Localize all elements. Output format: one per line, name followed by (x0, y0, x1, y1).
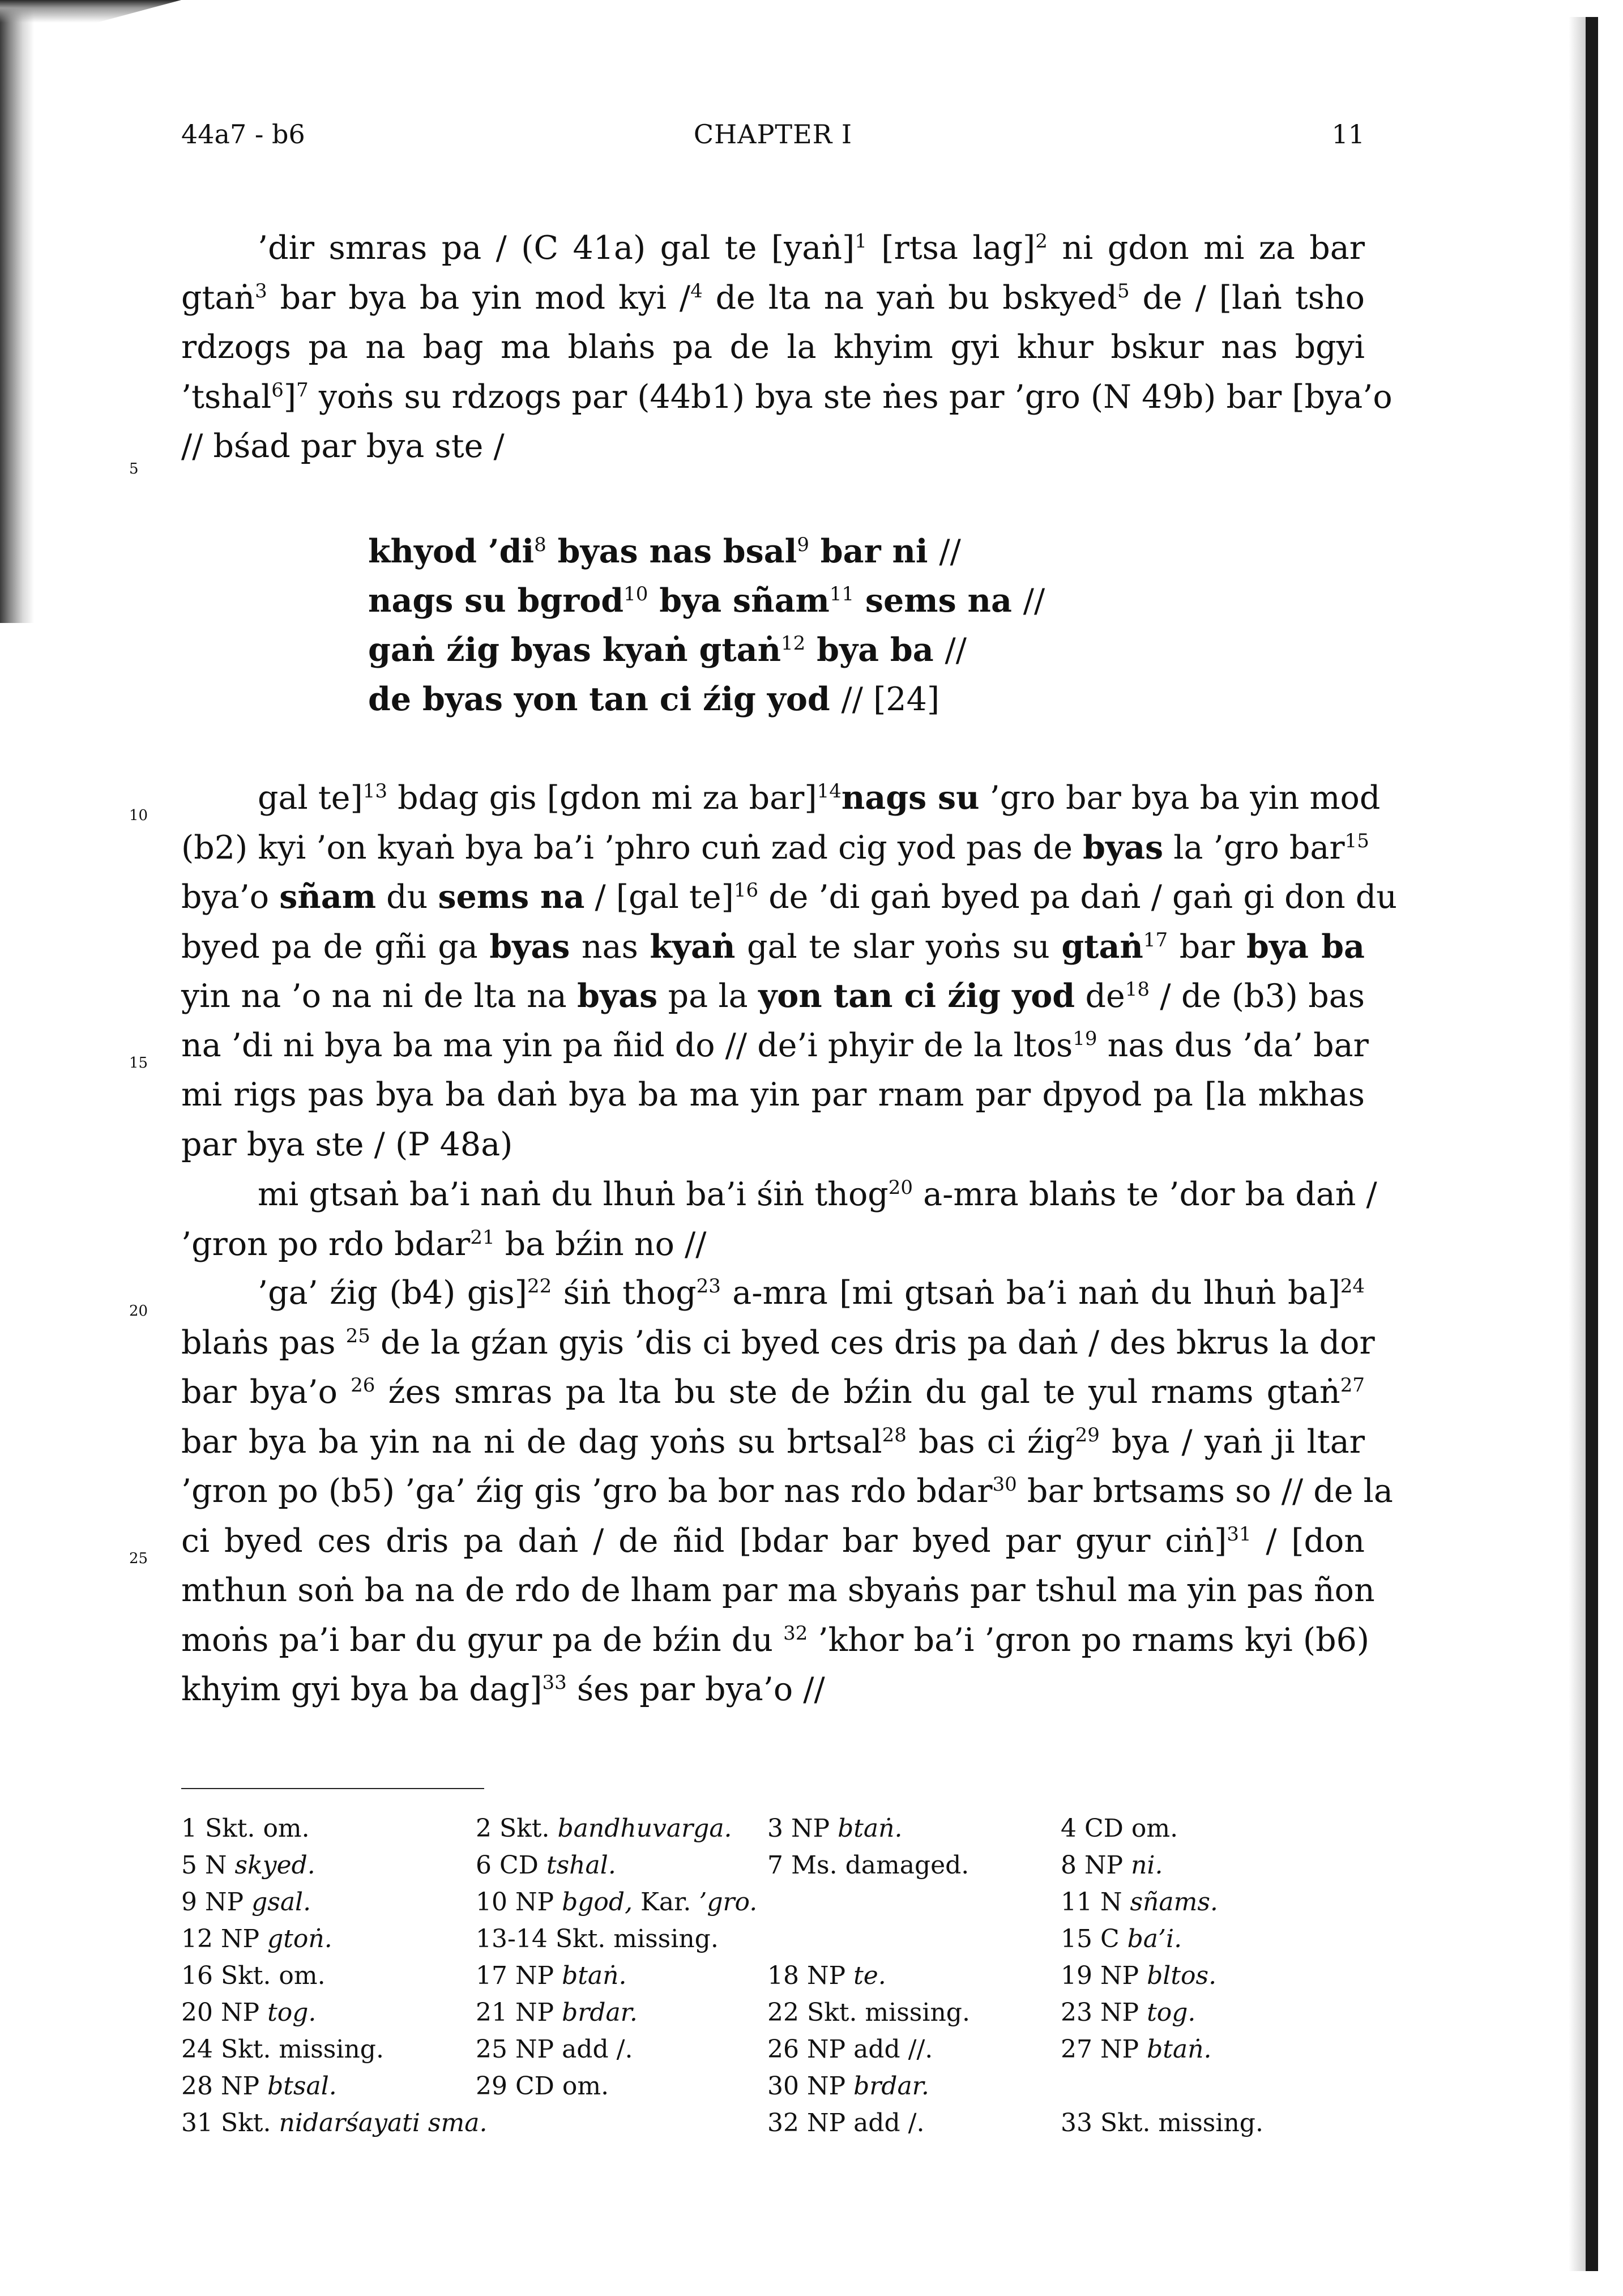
text-run: gtaṅ (181, 279, 255, 317)
text-run: bar brtsams so // de la (1016, 1473, 1393, 1510)
lemma-bold: de byas yon tan ci źig yod (368, 680, 842, 718)
text-run: // (939, 533, 961, 570)
lemma-bold: nags su bgrod (368, 582, 624, 620)
text-run: 9 NP (181, 1888, 252, 1917)
text-run: bya / yaṅ ji ltar (1099, 1423, 1365, 1461)
line-number-15: 15 (129, 1055, 148, 1072)
lemma-bold: bar ni (809, 532, 939, 570)
text-run: mi gtsaṅ ba’i naṅ du lhuṅ ba’i śiṅ thog (258, 1176, 889, 1213)
text-line (181, 1671, 825, 1719)
footnote-marker: 21 (470, 1226, 495, 1249)
footnote-marker: 22 (527, 1275, 552, 1298)
footnote-entry (476, 1851, 616, 1880)
lemma-bold: kyaṅ (650, 927, 736, 966)
text-run: yoṅs su rdzogs par (44b1) bya ste ṅes par ’gro (N 49b) bar [bya’o (308, 378, 1393, 416)
text-run: / [gal te] (584, 878, 734, 916)
footnote-entry (181, 1888, 311, 1917)
footnote-marker: 13 (362, 780, 387, 803)
footnote-entry (476, 2035, 633, 2064)
footnote-marker: 27 (1340, 1374, 1365, 1397)
footnote-entry (181, 1814, 310, 1843)
verse-line (368, 680, 939, 729)
text-run: 10 NP (476, 1888, 562, 1917)
footnote-entry (181, 1998, 316, 2027)
variant-italic: nidarśayati sma. (279, 2109, 488, 2137)
text-run: / de (b3) bas (1150, 978, 1365, 1015)
footnote-entry (767, 2072, 929, 2101)
footnote-marker: 15 (1344, 829, 1369, 852)
text-run: Kar. (633, 1888, 699, 1917)
text-run: 18 NP (767, 1961, 854, 1990)
variant-italic: brdar. (853, 2072, 929, 2101)
variant-italic: ’gro. (699, 1888, 758, 1917)
footnote-entry (476, 1998, 638, 2027)
text-line (181, 229, 1365, 278)
footnote-marker: 11 (829, 583, 855, 605)
footnote-entry (767, 1961, 886, 1990)
footnote-marker: 8 (534, 534, 546, 556)
text-run: 13-14 Skt. missing. (476, 1924, 719, 1953)
footnote-entry (767, 1998, 970, 2027)
footnote-entry (767, 2035, 933, 2064)
footnote-marker: 16 (733, 879, 759, 902)
text-run: bar (1168, 928, 1246, 966)
text-run: 8 NP (1061, 1851, 1131, 1880)
text-run: // [24] (841, 681, 940, 718)
text-run: 32 NP add /. (767, 2109, 925, 2137)
text-run: a-mra blaṅs te ’dor ba daṅ / (913, 1176, 1377, 1213)
variant-italic: gtoṅ. (267, 1924, 332, 1953)
footnote-entry (476, 1814, 732, 1843)
text-run: 5 N (181, 1851, 235, 1880)
footnote-marker: 30 (992, 1473, 1017, 1496)
text-run: ’khor ba’i ’gron po rnams kyi (b6) (808, 1621, 1370, 1659)
text-run: la ’gro bar (1163, 829, 1345, 867)
text-run: mthun soṅ ba na de rdo de lham par ma sbyaṅs par tshul ma yin pas ñon (181, 1572, 1375, 1609)
footnote-marker: 20 (888, 1176, 913, 1199)
variant-italic: btsal. (267, 2072, 337, 2101)
text-run: ’gron po rdo bdar (181, 1225, 471, 1263)
footnote-entry (181, 2035, 384, 2064)
text-run: 26 NP add //. (767, 2035, 933, 2064)
text-run: 33 Skt. missing. (1061, 2109, 1263, 2137)
footnote-marker: 23 (696, 1275, 721, 1298)
footnote-marker: 24 (1340, 1275, 1365, 1298)
text-run: 19 NP (1061, 1961, 1147, 1990)
footnote-marker: 2 (1035, 230, 1048, 253)
footnote-entry (181, 1851, 315, 1880)
text-run: bas ci źig (906, 1423, 1075, 1461)
line-number-20: 20 (129, 1303, 148, 1320)
text-run: bar bya ba yin mod kyi / (267, 279, 691, 317)
variant-italic: ba’i. (1127, 1924, 1182, 1953)
footnote-marker: 14 (817, 780, 842, 803)
footnote-marker: 5 (1117, 279, 1130, 302)
text-run: (b2) kyi ’on kyaṅ bya ba’i ’phro cuṅ zad cig yod pas de (181, 829, 1083, 867)
text-run: rdzogs pa na bag ma blaṅs pa de la khyim gyi khur bskur nas bgyi (181, 328, 1365, 366)
text-run: moṅs pa’i bar du gyur pa de bźin du (181, 1621, 784, 1659)
lemma-bold: nags su (841, 779, 980, 817)
page-number: 11 (1331, 119, 1365, 150)
text-run: par bya ste / (P 48a) (181, 1125, 513, 1163)
lemma-bold: bya sñam (648, 582, 830, 620)
folio-reference: 44a7 - b6 (181, 119, 305, 150)
text-run: pa la (657, 978, 759, 1015)
text-run: ’ga’ źig (b4) gis] (258, 1274, 528, 1312)
footnote-marker: 25 (345, 1324, 370, 1347)
line-number-10: 10 (129, 807, 148, 824)
text-run: 27 NP (1061, 2035, 1147, 2064)
text-run: 4 CD om. (1061, 1814, 1178, 1843)
lemma-bold: sems na (854, 582, 1023, 620)
text-run: 7 Ms. damaged. (767, 1851, 969, 1880)
scan-shadow-left (0, 0, 34, 623)
footnote-rule (181, 1788, 484, 1789)
line-number-25: 25 (129, 1550, 148, 1567)
text-run: 22 Skt. missing. (767, 1998, 970, 2027)
footnote-entry (1061, 1961, 1216, 1990)
footnote-entry (476, 1961, 626, 1990)
text-line (181, 977, 1365, 1026)
text-run: bar bya’o (181, 1373, 351, 1411)
text-run: 25 NP add /. (476, 2035, 633, 2064)
text-run: 28 NP (181, 2072, 268, 2101)
text-run: bya’o (181, 878, 280, 916)
footnote-entry (1061, 2109, 1263, 2137)
text-line (181, 1324, 1375, 1373)
text-run: źes smras pa lta bu ste de bźin du gal te yul rnams gtaṅ (375, 1373, 1340, 1411)
text-line (181, 1522, 1365, 1571)
text-run: gal te] (258, 779, 363, 817)
text-run: 3 NP (767, 1814, 838, 1843)
text-line (181, 1026, 1369, 1076)
text-run: ’gron po (b5) ’ga’ źig gis ’gro ba bor nas rdo bdar (181, 1473, 993, 1510)
footnote-marker: 17 (1143, 928, 1168, 951)
text-run: de la gźan gyis ’dis ci byed ces dris pa daṅ / des bkrus la dor (370, 1324, 1375, 1362)
text-run: 12 NP (181, 1924, 268, 1953)
footnote-marker: 1 (855, 230, 867, 253)
text-run: // (1023, 582, 1045, 620)
text-run: de / [laṅ tsho (1129, 279, 1365, 317)
text-run: mi rigs pas bya ba daṅ bya ba ma yin par rnam par dpyod pa [la mkhas (181, 1076, 1365, 1113)
footnote-marker: 31 (1227, 1522, 1252, 1546)
scan-edge-right (1586, 17, 1598, 2271)
text-run: de ’di gaṅ byed pa daṅ / gaṅ gi don du (758, 878, 1397, 916)
text-line (181, 878, 1397, 927)
footnote-entry (476, 1888, 757, 1917)
footnote-entry (1061, 1851, 1163, 1880)
lemma-bold: byas nas bsal (546, 532, 797, 570)
text-line (181, 428, 505, 476)
text-line (181, 378, 1393, 427)
footnote-marker: 3 (255, 279, 267, 302)
text-line (181, 779, 1381, 827)
text-line (181, 1373, 1365, 1422)
text-run: ] (283, 378, 297, 416)
variant-italic: bgod, (562, 1888, 633, 1917)
variant-italic: btaṅ. (838, 1814, 903, 1843)
text-run: nas dus ’da’ bar (1097, 1026, 1369, 1064)
lemma-bold: bya ba (1246, 927, 1365, 966)
text-run: 31 Skt. (181, 2109, 279, 2137)
text-run: 15 C (1061, 1924, 1127, 1953)
text-run: du (376, 878, 438, 916)
footnote-entry (1061, 1924, 1182, 1953)
footnote-entry (767, 1814, 902, 1843)
variant-italic: btaṅ. (562, 1961, 627, 1990)
lemma-bold: byas (489, 927, 570, 966)
text-line (181, 1621, 1370, 1670)
text-run: ci byed ces dris pa daṅ / de ñid [bdar bar byed par gyur ciṅ] (181, 1522, 1227, 1560)
verse-line (368, 631, 967, 680)
lemma-bold: gtaṅ (1061, 927, 1143, 966)
text-run: yin na ’o na ni de lta na (181, 978, 578, 1015)
footnote-marker: 7 (296, 378, 309, 402)
footnote-marker: 10 (623, 583, 648, 605)
text-run: bar bya ba yin na ni de dag yoṅs su brtsal (181, 1423, 882, 1461)
footnote-entry (181, 1961, 326, 1990)
footnote-marker: 9 (797, 534, 809, 556)
text-line (181, 1572, 1375, 1620)
footnote-entry (1061, 1888, 1218, 1917)
footnote-marker: 33 (542, 1671, 567, 1694)
lemma-bold: bya ba (805, 631, 945, 669)
text-run: na ’di ni bya ba ma yin pa ñid do // de’i phyir de la ltos (181, 1026, 1073, 1064)
text-run: 20 NP (181, 1998, 268, 2027)
lemma-bold: gaṅ źig byas kyaṅ gtaṅ (368, 631, 781, 669)
lemma-bold: sems na (438, 878, 585, 916)
variant-italic: bandhuvarga. (557, 1814, 732, 1843)
text-run: khyim gyi bya ba dag] (181, 1671, 543, 1708)
scan-shadow-corner (0, 0, 181, 34)
text-run: // bśad par bya ste / (181, 428, 505, 465)
footnote-entry (767, 1851, 969, 1880)
text-run: 24 Skt. missing. (181, 2035, 384, 2064)
text-run: ’dir smras pa / (C 41a) gal te [yaṅ] (258, 229, 855, 267)
lemma-bold: byas (577, 977, 658, 1015)
line-number-5: 5 (129, 460, 139, 477)
text-run: nas (570, 928, 650, 966)
footnote-marker: 18 (1125, 978, 1150, 1001)
variant-italic: skyed. (234, 1851, 315, 1880)
text-run: // (945, 631, 967, 669)
text-run: 30 NP (767, 2072, 854, 2101)
footnote-entry (767, 2109, 924, 2137)
verse-line (368, 582, 1045, 630)
text-line (181, 279, 1365, 328)
text-line (181, 1126, 512, 1175)
footnote-entry (181, 2072, 337, 2101)
text-line (181, 1176, 1377, 1224)
lemma-bold: yon tan ci źig yod (758, 977, 1075, 1015)
chapter-title: CHAPTER I (693, 119, 853, 150)
running-header (181, 119, 1365, 153)
footnote-marker: 28 (882, 1423, 907, 1446)
variant-italic: brdar. (562, 1998, 638, 2027)
variant-italic: tshal. (546, 1851, 616, 1880)
text-run: 21 NP (476, 1998, 562, 2027)
text-run: a-mra [mi gtsaṅ ba’i naṅ du lhuṅ ba] (720, 1274, 1340, 1312)
footnote-entry (476, 2072, 609, 2101)
text-run: 17 NP (476, 1961, 562, 1990)
text-run: śes par bya’o // (566, 1671, 825, 1708)
footnote-entry (1061, 1998, 1195, 2027)
text-run: ’gro bar bya ba yin mod (979, 779, 1381, 817)
text-run: blaṅs pas (181, 1324, 346, 1362)
text-run: ni gdon mi za bar (1047, 229, 1365, 267)
variant-italic: ni. (1131, 1851, 1163, 1880)
text-run: gal te slar yoṅs su (735, 928, 1062, 966)
text-run: ba bźin no // (494, 1225, 707, 1263)
text-run: 16 Skt. om. (181, 1961, 326, 1990)
text-run: 23 NP (1061, 1998, 1147, 2027)
footnote-marker: 32 (783, 1621, 808, 1645)
text-run: śiṅ thog (552, 1274, 697, 1312)
text-line (181, 1274, 1365, 1323)
variant-italic: te. (853, 1961, 886, 1990)
text-run: / [don (1251, 1522, 1365, 1560)
variant-italic: bltos. (1147, 1961, 1217, 1990)
text-run: byed pa de gñi ga (181, 928, 490, 966)
scan-shadow-right (1569, 17, 1586, 2271)
text-run: ’tshal (181, 378, 272, 416)
text-run: [rtsa lag] (866, 229, 1036, 267)
text-run: 29 CD om. (476, 2072, 609, 2101)
text-line (181, 928, 1365, 976)
text-line (181, 1473, 1393, 1521)
text-run: de lta na yaṅ bu bskyed (702, 279, 1117, 317)
footnote-entry (476, 1924, 719, 1953)
footnote-entry (181, 1924, 332, 1953)
text-run: 2 Skt. (476, 1814, 558, 1843)
text-run: 11 N (1061, 1888, 1130, 1917)
verse-line (368, 532, 961, 581)
text-run: 1 Skt. om. (181, 1814, 310, 1843)
text-line (181, 1076, 1365, 1125)
text-run: de (1075, 978, 1125, 1015)
text-line (181, 1226, 706, 1274)
variant-italic: sñams. (1130, 1888, 1218, 1917)
text-run: bdag gis [gdon mi za bar] (387, 779, 817, 817)
variant-italic: gsal. (251, 1888, 311, 1917)
lemma-bold: byas (1083, 828, 1164, 867)
variant-italic: tog. (1147, 1998, 1196, 2027)
text-line (181, 828, 1369, 877)
text-line (181, 328, 1365, 377)
footnote-marker: 29 (1075, 1423, 1100, 1446)
footnote-marker: 4 (690, 279, 703, 302)
footnote-marker: 12 (781, 632, 806, 655)
footnote-entry (1061, 1814, 1178, 1843)
footnote-entry (181, 2109, 487, 2137)
lemma-bold: sñam (279, 878, 377, 916)
text-line (181, 1423, 1365, 1472)
text-run: 6 CD (476, 1851, 546, 1880)
variant-italic: tog. (267, 1998, 317, 2027)
footnote-marker: 19 (1073, 1027, 1097, 1050)
footnote-entry (1061, 2035, 1211, 2064)
footnote-marker: 6 (271, 378, 284, 402)
lemma-bold: khyod ’di (368, 532, 535, 570)
variant-italic: btaṅ. (1147, 2035, 1212, 2064)
footnote-marker: 26 (351, 1374, 375, 1397)
